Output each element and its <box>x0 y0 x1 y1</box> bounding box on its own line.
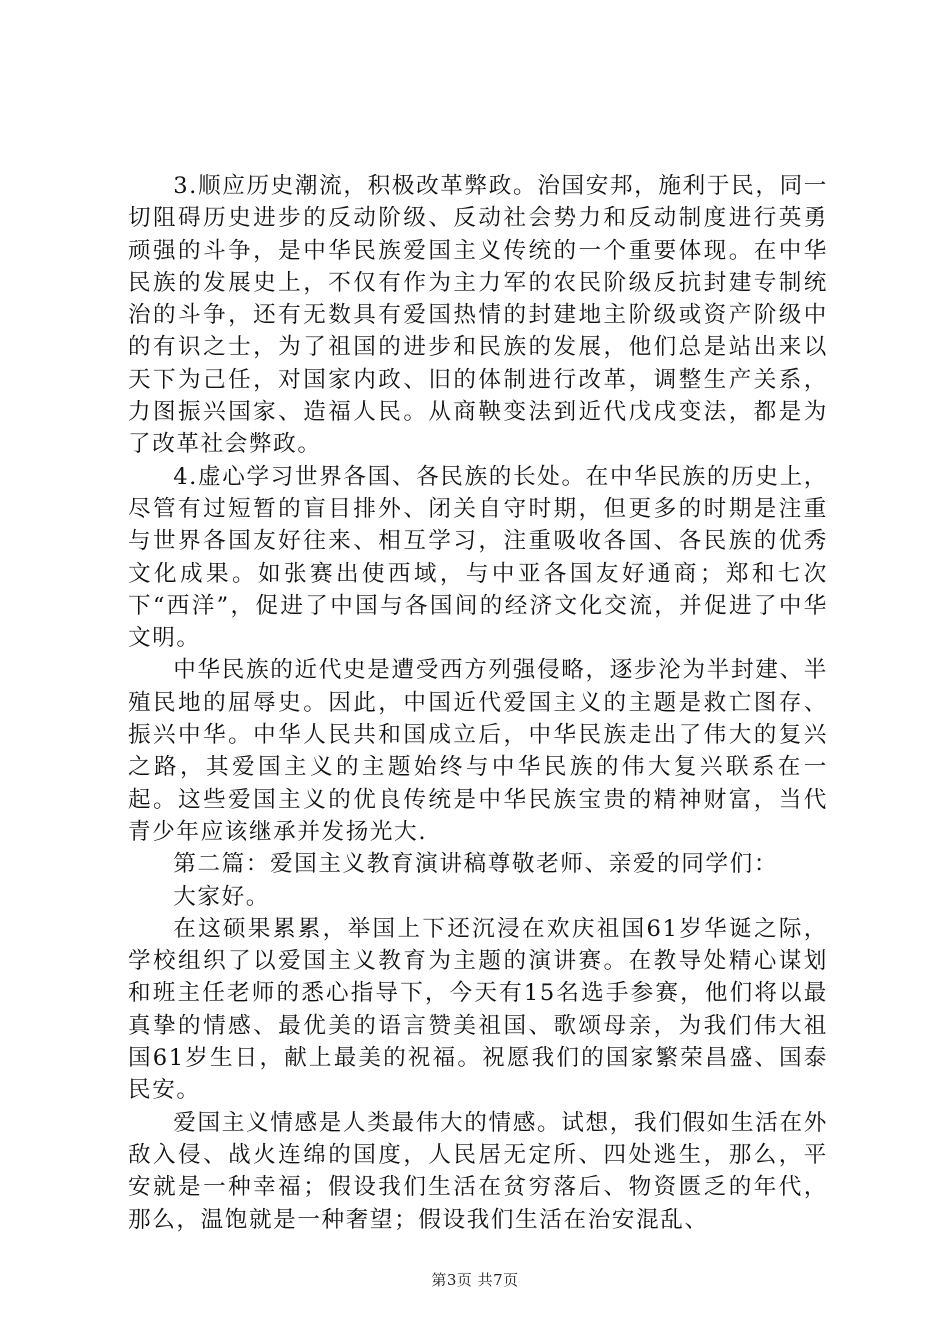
paragraph-reform: 3.顺应历史潮流，积极改革弊政。治国安邦，施利于民，同一切阻碍历史进步的反动阶级、反动社会势力和反动制度进行英勇顽强的斗争，是中华民族爱国主义传统的一个重要体现。在中华民族的发展史上，不仅有作为主力军的农民阶级反抗封建专制统治的斗争，还有无数具有爱国热情的封建地主阶级或资产阶级中的有识之士，为了祖国的进步和民族的发展，他们总是站出来以天下为己任，对国家内政、旧的体制进行改革，调整生产关系，力图振兴国家、造福人民。从商鞅变法到近代戊戌变法，都是为了改革社会弊政。 <box>128 173 828 458</box>
paragraph-greeting: 大家好。 <box>173 883 270 910</box>
paragraph-learning: 4.虚心学习世界各国、各民族的长处。在中华民族的历史上，尽管有过短暂的盲目排外、闭关自守时期，但更多的时期是注重与世界各国友好往来、相互学习，注重吸收各国、各民族的优秀文化成果。如张赛出使西域，与中亚各国友好通商；郑和七次下“西洋”，促进了中国与各国间的经济文化交流，并促进了中华文明。 <box>128 463 828 652</box>
paragraph-modern-history: 中华民族的近代史是遭受西方列强侵略，逐步沦为半封建、半殖民地的屈辱史。因此，中国近代爱国主义的主题是救亡图存、振兴中华。中华人民共和国成立后，中华民族走出了伟大的复兴之路，其爱国主义的主题始终与中华民族的伟大复兴联系在一起。这些爱国主义的优良传统是中华民族宝贵的精神财富，当代青少年应该继承并发扬光大. <box>128 657 828 845</box>
page-number-footer: 第3页 共7页 <box>431 1271 519 1289</box>
paragraph-patriotism-emotion: 爱国主义情感是人类最伟大的情感。试想，我们假如生活在外敌入侵、战火连绵的国度，人民居无定所、四处逃生，那么，平安就是一种幸福；假设我们生活在贫穷落后、物资匮乏的年代，那么，温饱就是一种奢望；假设我们生活在治安混乱、 <box>128 1109 828 1233</box>
document-body <box>128 170 828 1236</box>
paragraph-speech-intro: 在这硕果累累，举国上下还沉浸在欢庆祖国61岁华诞之际，学校组织了以爱国主义教育为主题的演讲赛。在教导处精心谋划和班主任老师的悉心指导下，今天有15名选手参赛，他们将以最真挚的情感、最优美的语言赞美祖国、歌颂母亲，为我们伟大祖国61岁生日，献上最美的祝福。祝愿我们的国家繁荣昌盛、国泰民安。 <box>128 915 828 1104</box>
section-heading-second: 第二篇：爱国主义教育演讲稿尊敬老师、亲爱的同学们： <box>173 851 779 878</box>
